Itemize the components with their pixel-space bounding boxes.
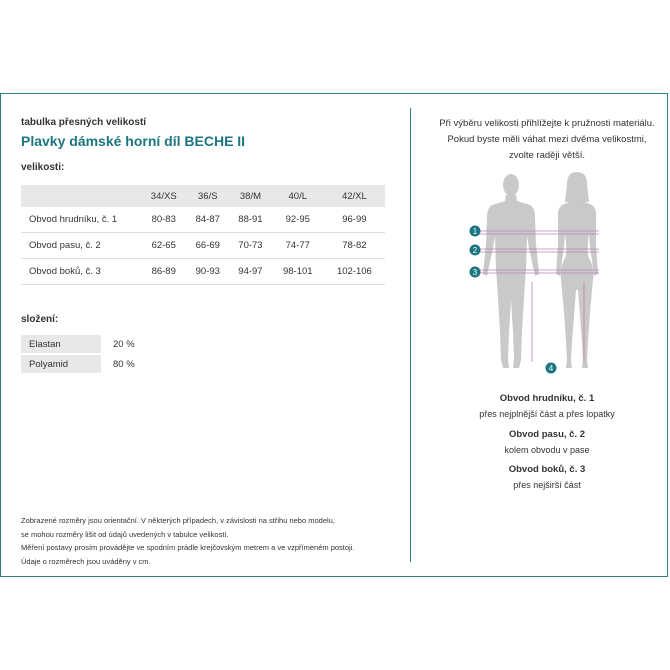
table-cell: 102-106 bbox=[324, 259, 385, 285]
legend-title: Obvod boků, č. 3 bbox=[508, 464, 586, 475]
table-cell: 84-87 bbox=[186, 207, 229, 233]
table-cell: 88-91 bbox=[229, 207, 272, 233]
svg-text:4: 4 bbox=[548, 364, 554, 373]
legend-hips bbox=[424, 464, 670, 490]
table-row bbox=[21, 233, 385, 259]
header-cell: 36/S bbox=[186, 185, 229, 207]
legend-title: Obvod hrudníku, č. 1 bbox=[499, 393, 595, 404]
composition-table bbox=[21, 333, 135, 375]
legend-desc: přes nejširší část bbox=[513, 480, 581, 490]
note-line: Měření postavy prosím provádějte ve spodním prádle krejčovským metrem a ve vzpřímeném postoji. bbox=[21, 543, 355, 553]
legend-title: Obvod pasu, č. 2 bbox=[508, 429, 586, 440]
column-divider bbox=[410, 108, 411, 562]
svg-text:3: 3 bbox=[472, 268, 478, 277]
svg-text:2: 2 bbox=[472, 246, 478, 255]
table-cell: 66-69 bbox=[186, 233, 229, 259]
table-cell: 98-101 bbox=[272, 259, 324, 285]
row-label: Obvod pasu, č. 2 bbox=[21, 233, 141, 259]
table-cell: 94-97 bbox=[229, 259, 272, 285]
male-figure-icon bbox=[483, 174, 539, 368]
table-cell: 78-82 bbox=[324, 233, 385, 259]
product-title: Plavky dámské horní díl BECHE II bbox=[21, 133, 246, 149]
body-measurement-figure bbox=[463, 172, 613, 378]
header-cell: 38/M bbox=[229, 185, 272, 207]
table-cell: 90-93 bbox=[186, 259, 229, 285]
size-hint bbox=[424, 116, 670, 164]
table-row bbox=[21, 335, 135, 353]
legend-waist bbox=[424, 429, 670, 455]
row-label: Obvod hrudníku, č. 1 bbox=[21, 207, 141, 233]
size-table bbox=[21, 185, 385, 285]
hint-line: zvolte raději větší. bbox=[508, 150, 586, 161]
svg-text:1: 1 bbox=[472, 227, 478, 236]
header-cell: 34/XS bbox=[141, 185, 186, 207]
legend-desc: kolem obvodu v pase bbox=[504, 445, 590, 455]
material-name: Elastan bbox=[21, 335, 101, 353]
header-cell: 40/L bbox=[272, 185, 324, 207]
table-cell: 96-99 bbox=[324, 207, 385, 233]
header-cell bbox=[21, 185, 141, 207]
material-value: 20 % bbox=[113, 338, 135, 350]
composition-label: složení: bbox=[21, 314, 59, 325]
note-line: Zobrazené rozměry jsou orientační. V některých případech, v závislosti na střihu nebo modelu, bbox=[21, 516, 335, 525]
table-cell: 86-89 bbox=[141, 259, 186, 285]
legend-desc: přes nejplnější část a přes lopatky bbox=[479, 409, 615, 419]
material-value: 80 % bbox=[113, 358, 135, 370]
legend-chest bbox=[424, 393, 670, 419]
disclaimer-note bbox=[21, 514, 354, 568]
table-cell: 74-77 bbox=[272, 233, 324, 259]
table-cell: 92-95 bbox=[272, 207, 324, 233]
material-name: Polyamid bbox=[21, 355, 101, 373]
subtitle: tabulka přesných velikostí bbox=[21, 117, 147, 128]
marker-3-icon bbox=[470, 267, 481, 278]
marker-4-icon bbox=[546, 363, 557, 374]
note-line: se mohou rozměry lišit od údajů uvedených v tabulce velikostí. bbox=[21, 529, 229, 539]
table-cell: 62-65 bbox=[141, 233, 186, 259]
table-row bbox=[21, 355, 135, 373]
table-cell: 80-83 bbox=[141, 207, 186, 233]
note-line: Údaje o rozměrech jsou uváděny v cm. bbox=[21, 556, 151, 566]
table-cell: 70-73 bbox=[229, 233, 272, 259]
header-cell: 42/XL bbox=[324, 185, 385, 207]
hint-line: Při výběru velikosti přihlížejte k pružnosti materiálu. bbox=[439, 118, 655, 129]
size-table-header bbox=[21, 185, 385, 207]
marker-2-icon bbox=[470, 245, 481, 256]
table-row bbox=[21, 259, 385, 285]
sizes-label: velikosti: bbox=[21, 162, 65, 173]
marker-1-icon bbox=[470, 226, 481, 237]
row-label: Obvod boků, č. 3 bbox=[21, 259, 141, 285]
hint-line: Pokud byste měli váhat mezi dvěma velikostmi, bbox=[447, 134, 647, 145]
table-row bbox=[21, 207, 385, 233]
